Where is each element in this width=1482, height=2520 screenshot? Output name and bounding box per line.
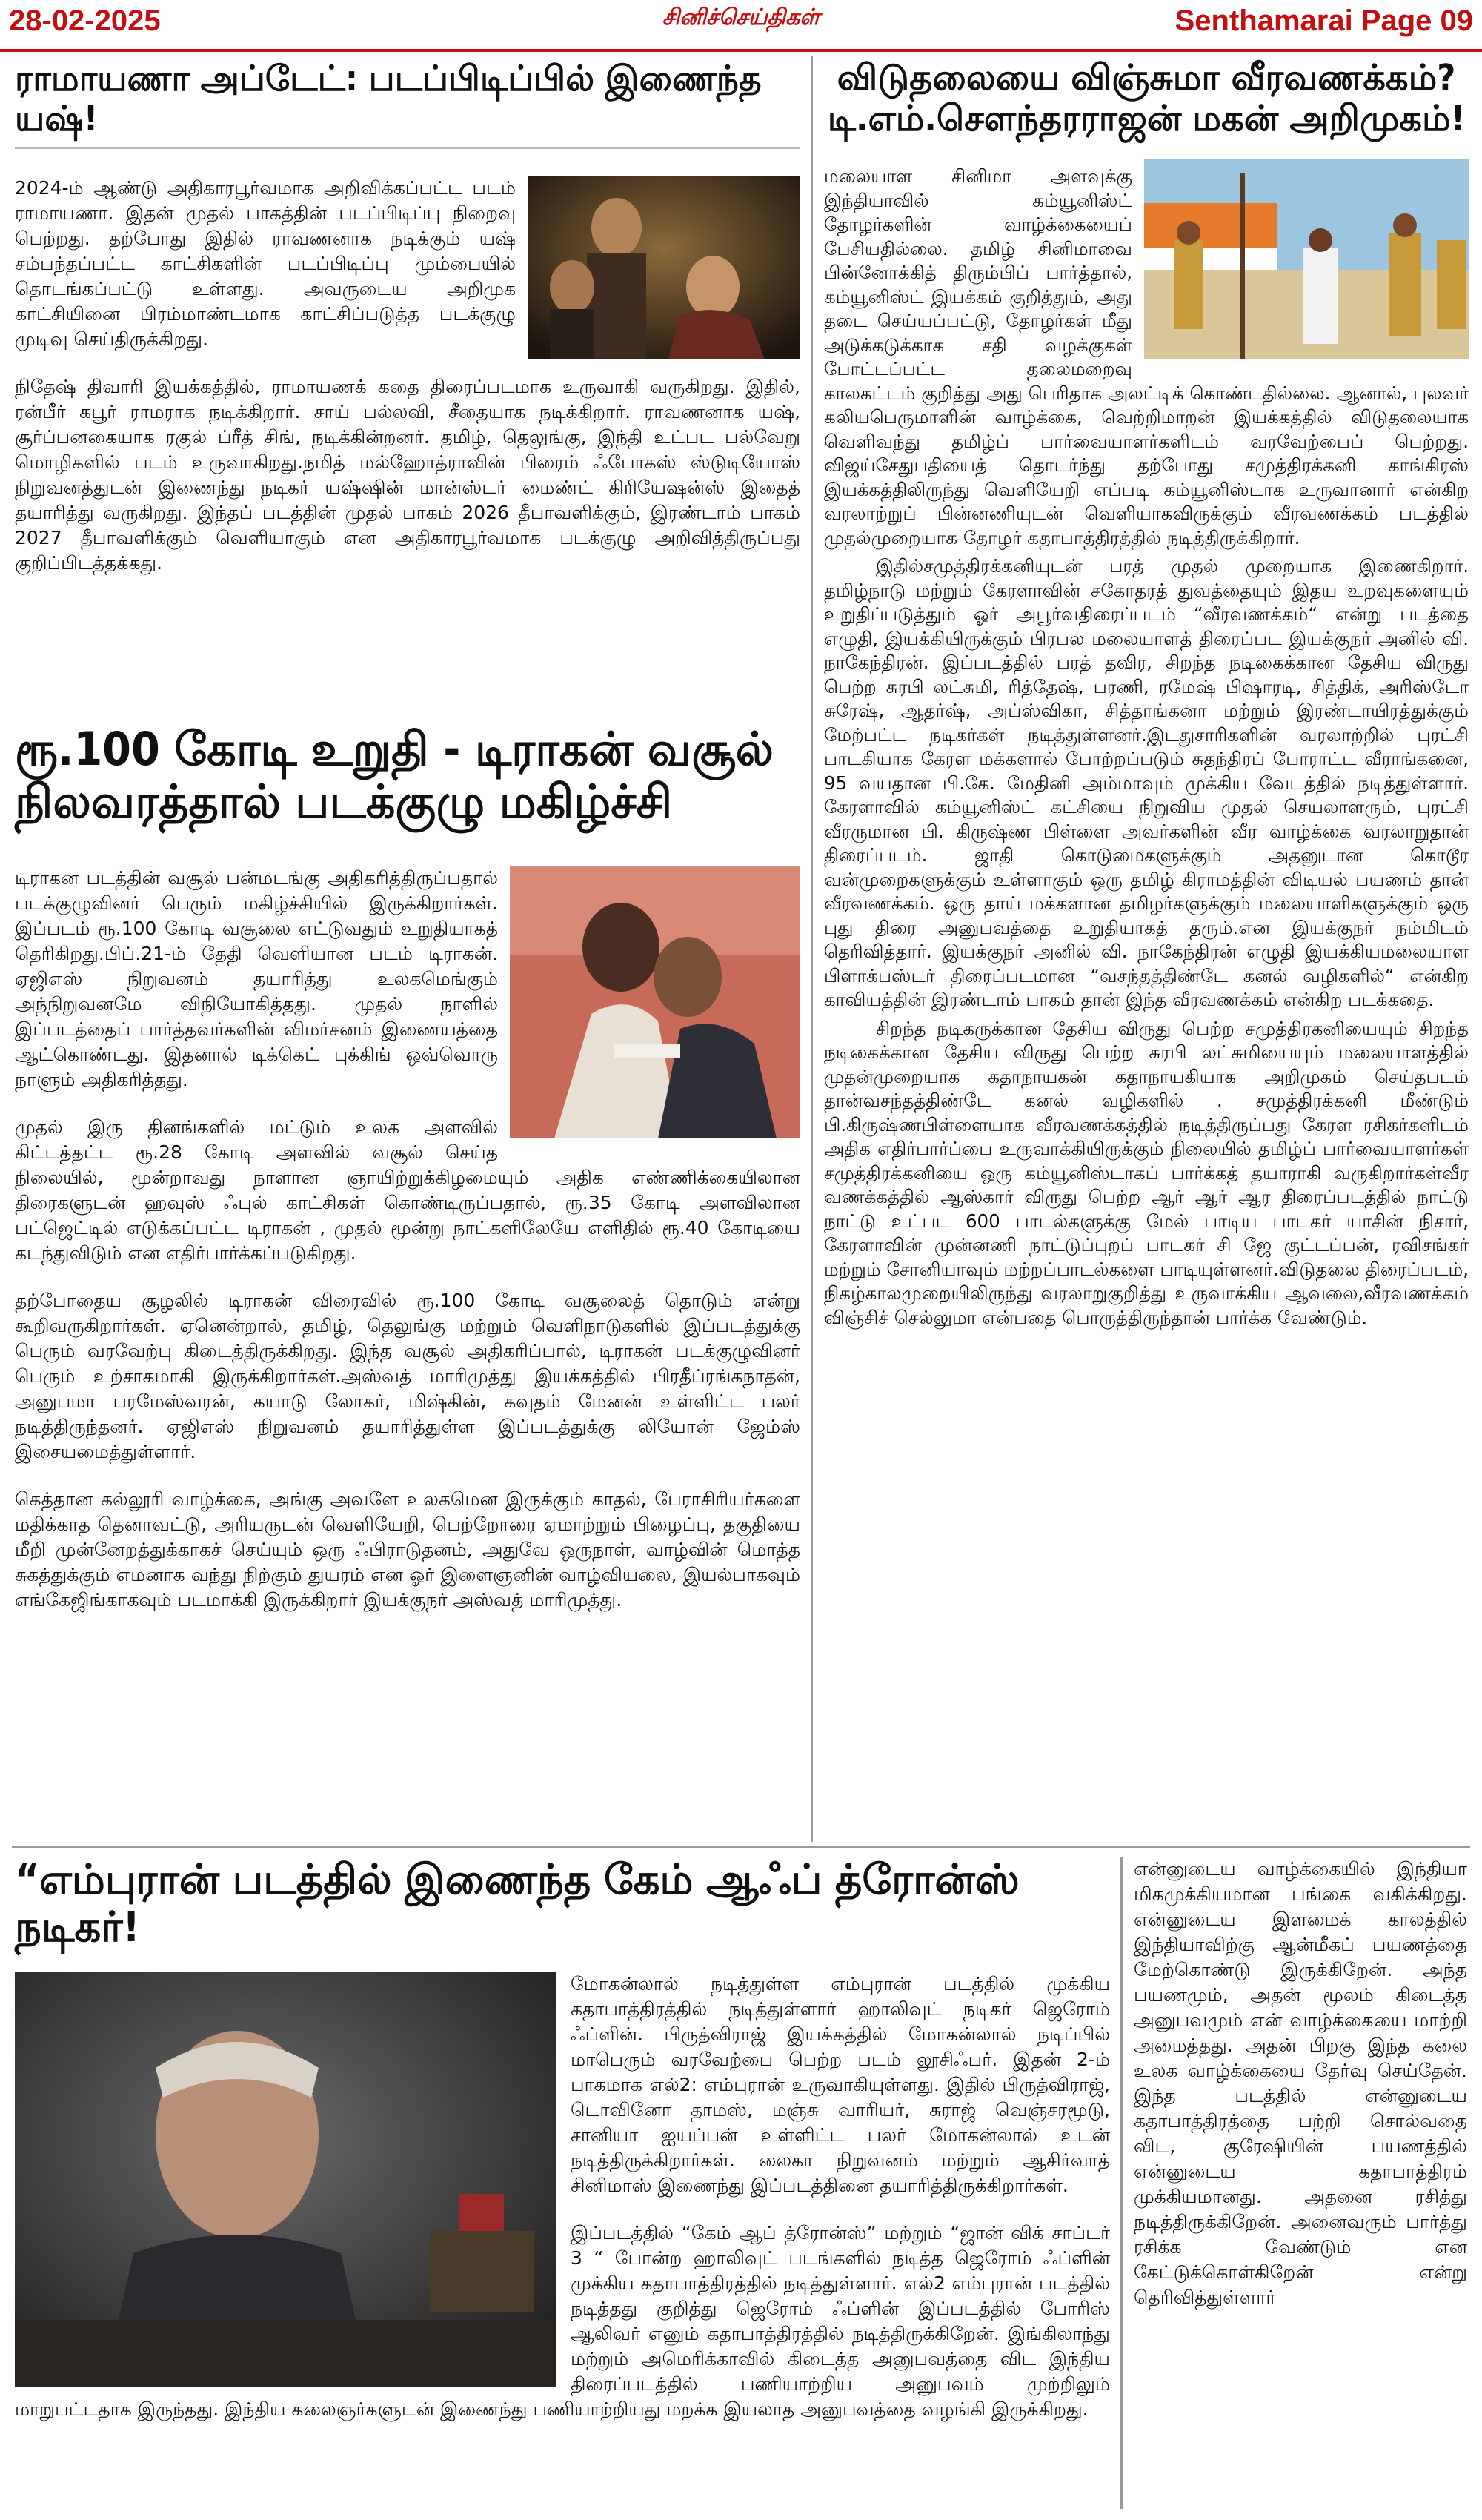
column-divider bbox=[811, 56, 813, 1842]
article-paragraph: டிராகன படத்தின் வசூல் பன்மடங்கு அதிகரித்திருப்பதால் படக்குழுவினர் பெரும் மகிழ்ச்சியில் இருக்கிறார்கள். இப்படம் ரூ.100 கோடி வசூலை எட்டுவதும் உறுதியாகத் தெரிகிறது.பிப்.21-ம் தேதி வெளியான படம் டிராகன். ஏஜிஎஸ் நிறுவனம் தயாரித்து உலகமெங்கும் அந்நிறுவனமே விநியோகித்தது. முதல் நாளில் இப்படத்தைப் பார்த்தவர்களின் விமர்சனம் இணையத்தை ஆட்கொண்டது. இதனால் டிக்கெட் புக்கிங் ஒவ்வொரு நாளும் அதிகரித்தது. bbox=[15, 866, 498, 1090]
headline-line-2: நிலவரத்தால் படக்குழு மகிழ்ச்சி bbox=[15, 775, 673, 829]
headline-line-1: விடுதலையை விஞ்சுமா வீரவணக்கம்? bbox=[837, 57, 1456, 99]
article-headline bbox=[824, 58, 1469, 139]
article-paragraph: கெத்தான கல்லூரி வாழ்க்கை, அங்கு அவளே உலகமென இருக்கும் காதல், பேராசிரியர்களை மதிக்காத தெனாவட்டு, அரியருடன் வெளியேறி, பெற்றோரை ஏமாற்றும் பிழைப்பு, தகுதியை மீறி முன்னேறத்துக்காகச் செய்யும் ஒரு ஃபிராடுதனம், அதுவே ஒருநாள், வாழ்வின் மொத்த சுகத்துக்கும் எமனாக வந்து நிற்கும் துயரம் என ஓர் இளைஞனின் வாழ்வியலை, இயல்பாகவும் எங்கேஜிங்காகவும் படமாக்கி இருக்கிறார் இயக்குநர் அஸ்வத் மாரிமுத்து. bbox=[15, 1488, 800, 1611]
article-body bbox=[15, 1972, 1110, 2422]
article-body bbox=[15, 866, 800, 1613]
section-divider bbox=[12, 1846, 1470, 1848]
headline-line-1: ரூ.100 கோடி உறுதி - டிராகன் வசூல் bbox=[15, 722, 774, 776]
article-dragon bbox=[15, 723, 800, 1635]
article-empuraan-continued: என்னுடைய வாழ்க்கையில் இந்தியா மிகமுக்கியமான பங்கை வகிக்கிறது. என்னுடைய இளமைக் காலத்தில் இந்தியாவிற்கு ஆன்மீகப் பயணத்தை மேற்கொண்டு இருக்கிறேன். அந்த பயணமும், அதன் மூலம் கிடைத்த அனுபவமும் என் வாழ்க்கையை மாற்றி அமைத்தது. அதன் பிறகு இந்த கலை உலக வாழ்க்கையை தேர்வு செய்தேன். இந்த படத்தில் என்னுடைய கதாபாத்திரத்தை பற்றி சொல்வதை விட, குரேஷியின் பயணத்தில் என்னுடைய கதாபாத்திரம் முக்கியமானது. அதனை ரசித்து நடித்திருக்கிறேன். அனைவரும் பார்த்து ரசிக்க வேண்டும் என கேட்டுக்கொள்கிறேன் என்று தெரிவித்துள்ளார் bbox=[1134, 1858, 1467, 2308]
article-paragraph: 2024-ம் ஆண்டு அதிகாரபூர்வமாக அறிவிக்கப்பட்ட படம் ராமாயணா. இதன் முதல் பாகத்தின் படப்பிடிப்பு நிறைவு பெற்றது. தற்போது இதில் ராவணனாக நடிக்கும் யஷ் சம்பந்தப்பட்ட காட்சிகளின் படப்பிடிப்பு மும்பையில் தொடங்கப்பட்டு உள்ளது. அவருடைய அறிமுக காட்சியினை பிரம்மாண்டமாக காட்சிப்படுத்த படக்குழு முடிவு செய்திருக்கிறது. bbox=[15, 177, 516, 351]
article-paragraph: தற்போதைய சூழலில் டிராகன் விரைவில் ரூ.100 கோடி வசூலைத் தொடும் என்று கூறிவருகிறார்கள். ஏனென்றால், தமிழ், தெலுங்கு மற்றும் வெளிநாடுகளில் இப்படத்துக்கு பெரும் வரவேற்பு கிடைத்திருக்கிறது. இந்த வசூல் அதிகரிப்பால், டிராகன் படக்குழுவினர் பெரும் உற்சாகமாகி இருக்கிறார்கள்.அஸ்வத் மாரிமுத்து இயக்கத்தில் பிரதீப்ரங்கநாதன், அனுபமா பரமேஸ்வரன், கயாடு லோகர், மிஷ்கின், கவுதம் மேனன் உள்ளிட்ட பலர் நடித்திருந்தனர். ஏஜிஎஸ் நிறுவனம் தயாரித்துள்ள இப்படத்துக்கு லியோன் ஜேம்ஸ் இசையமைத்துள்ளார். bbox=[15, 1289, 800, 1462]
article-headline: “எம்புரான் படத்தில் இணைந்த கேம் ஆஃப் த்ரோன்ஸ் நடிகர்! bbox=[15, 1856, 1020, 1952]
dragon-photo bbox=[510, 866, 800, 1138]
article-headline bbox=[15, 723, 800, 829]
article-paragraph: இப்படத்தில் “கேம் ஆப் த்ரோன்ஸ்” மற்றும் “ஜான் விக் சாப்டர் 3 “ போன்ற ஹாலிவுட் படங்களில் நடித்த ஜெரோம் ஃப்ளின் முக்கிய கதாபாத்திரத்தில் நடித்துள்ளார். எல்2 எம்புரான் படத்தில் நடித்தது குறித்து ஜெரோம் ஃப்ளின் இப்படத்தில் போரிஸ் ஆலிவர் எனும் கதாபாத்திரத்தில் நடித்திருக்கிறேன். இங்கிலாந்து மற்றும் அமெரிக்காவில் கிடைத்த அனுபவத்தை விட இந்திய திரைப்படத்தில் பணியாற்றிய அனுபவம் முற்றிலும் மாறுபட்டதாக இருந்தது. இந்திய கலைஞர்களுடன் இணைந்து பணியாற்றியது மறக்க இயலாத அனுபவத்தை வழங்கி இருக்கிறது. bbox=[15, 2221, 1110, 2420]
article-body bbox=[824, 165, 1469, 1330]
article-paragraph: நிதேஷ் திவாரி இயக்கத்தில், ராமாயணக் கதை திரைப்படமாக உருவாகி வருகிறது. இதில், ரன்பீர் கபூர் ராமராக நடிக்கிறார். சாய் பல்லவி, சீதையாக நடிக்கிறார். ராவணனாக யஷ், சூர்ப்பனகையாக ரகுல் ப்ரீத் சிங், நடிக்கின்றனர். தமிழ், தெலுங்கு, இந்தி உட்பட பல்வேறு மொழிகளில் படம் உருவாகிறது.நமித் மல்ஹோத்ராவின் பிரைம் ஃபோகஸ் ஸ்டுடியோஸ் நிறுவனத்துடன் இணைந்து நடிகர் யஷ்ஷின் மான்ஸ்டர் மைண்ட் கிரியேஷன்ஸ் இதைத் தயாரித்து வருகிறது. இந்தப் படத்தின் முதல் பாகம் 2026 தீபாவளிக்கும், இரண்டாம் பாகம் 2027 தீபாவளிக்கும் வெளியாகும் என அதிகாரபூர்வமாக படக்குழு அறிவித்திருப்பது குறிப்பிடத்தக்கது. bbox=[15, 376, 800, 574]
article-empuraan bbox=[15, 1857, 1110, 2444]
publication-page: Senthamarai Page 09 bbox=[1174, 4, 1473, 37]
article-paragraph: மோகன்லால் நடித்துள்ள எம்புரான் படத்தில் முக்கிய கதாபாத்திரத்தில் நடித்துள்ளார் ஹாலிவுட் நடிகர் ஜெரோம் ஃப்ளின். பிருத்விராஜ் இயக்கத்தில் மோகன்லால் நடிப்பில் மாபெரும் வரவேற்பை பெற்ற படம் லூசிஃபர். இதன் 2-ம் பாகமாக எல்2: எம்புரான் உருவாகியுள்ளது. இதில் பிருத்விராஜ், டொவினோ தாமஸ், மஞ்சு வாரியர், சுராஜ் வெஞ்சரமூடு, சானியா ஐயப்பன் உள்ளிட்ட பலர் மோகன்லால் உடன் நடித்திருக்கிறார்கள். லைகா நிறுவனம் மற்றும் ஆசிர்வாத் சினிமாஸ் இணைந்து இப்படத்தினை தயாரித்திருக்கிறார்கள். bbox=[571, 1972, 1110, 2196]
jerome-flynn-photo bbox=[15, 1972, 556, 2387]
page-header bbox=[0, 0, 1482, 52]
section-title: சினிச்செய்திகள் bbox=[662, 4, 820, 30]
article-veeravanakkam bbox=[824, 58, 1469, 1352]
article-body bbox=[15, 176, 800, 576]
article-paragraph: இதில்சமுத்திரக்கனியுடன் பரத் முதல் முறையாக இணைகிறார். தமிழ்நாடு மற்றும் கேரளாவின் சகோதரத் துவத்தையும் இதய உறவுகளையும் உறுதிப்படுத்தும் ஓர் அபூர்வதிரைப்படம் “வீரவணக்கம்“ என்று படத்தை எழுதி, இயக்கியிருக்கும் பிரபல மலையாளத் திரைப்பட இயக்குநர் அனில் வி. நாகேந்திரன். இப்படத்தில் பரத் தவிர, சிறந்த நடிகைக்கான தேசிய விருது பெற்ற சுரபி லட்சுமி, ரித்தேஷ், பரணி, ரமேஷ் பிஷாரடி, சித்திக், அரிஸ்டோ சுரேஷ், ஆதர்ஷ், அப்ஸ்விகா, சித்தாங்கனா மற்றும் இரண்டாயிரத்துக்கும் மேற்பட்ட நடிகர்கள் நடித்துள்ளனர்.இடதுசாரிகளின் வரலாற்றில் புரட்சி பாடகியாக கேரள மக்களால் போற்றப்படும் சுதந்திரப் போராட்ட வீராங்கனை, 95 வயதான பி.கே. மேதினி அம்மாவும் முக்கிய வேடத்தில் நடித்துள்ளார். கேரளாவில் கம்யூனிஸ்ட் கட்சியை நிறுவிய முதல் செயலாளரும், புரட்சி வீரருமான பி. கிருஷ்ண பிள்ளை அவர்களின் வீர வாழ்க்கை வரலாறுதான் திரைப்படம். ஜாதி கொடுமைகளுக்கும் அதனுடான கொடூர வன்முறைகளுக்கும் உள்ளாகும் ஒரு தமிழ் கிராமத்தின் விடியல் பயணம் தான் வீரவணக்கம். ஒரு தாய் மக்களான தமிழர்களுக்கும் மலையாளிகளுக்கும் ஒரு புது திரை அனுபவத்தை உறுதியாகத் தரும்.என இயக்குநர் நம்மிடம் தெரிவித்தார். இயக்குநர் அனில் வி. நாகேந்திரன் எழுதி இயக்கியமலையாள பிளாக்பஸ்டர் திரைப்படமான “வசந்தத்திண்டே கனல் வழிகளில்“ என்கிற காவியத்தின் இரண்டாம் பாகம் தான் இந்த வீரவணக்கம் என்கிற படக்கதை. bbox=[824, 555, 1469, 1011]
ramayana-photo bbox=[528, 176, 800, 359]
article-headline: ராமாயணா அப்டேட்: படப்பிடிப்பில் இணைந்த யஷ்! bbox=[15, 59, 800, 149]
article-paragraph: முதல் இரு தினங்களில் மட்டும் உலக அளவில் கிட்டத்தட்ட ரூ.28 கோடி அளவில் வசூல் செய்த நிலையில், மூன்றாவது நாளான ஞாயிற்றுக்கிழமையும் அதிக எண்ணிக்கையிலான திரைகளுடன் ஹவுஸ் ஃபுல் காட்சிகள் கொண்டிருப்பதால், ரூ.35 கோடி அளவிலான பட்ஜெட்டில் எடுக்கப்பட்ட டிராகன் , முதல் மூன்று நாட்களிலேயே எளிதில் ரூ.40 கோடியை கடந்துவிடும் என எதிர்பார்க்கப்படுகிறது. bbox=[15, 1115, 800, 1264]
headline-line-2: டி.எம்.சௌந்தரராஜன் மகன் அறிமுகம்! bbox=[827, 98, 1466, 140]
veeravanakkam-photo bbox=[1144, 159, 1469, 359]
issue-date: 28-02-2025 bbox=[9, 4, 161, 37]
article-paragraph: மலையாள சினிமா அளவுக்கு இந்தியாவில் கம்யூனிஸ்ட் தோழர்களின் வாழ்க்கையைப் பேசியதில்லை. தமிழ் சினிமாவை பின்னோக்கித் திரும்பிப் பார்த்தால், கம்யூனிஸ்ட் இயக்கம் குறித்தும், அது தடை செய்யப்பட்டு, தோழர்கள் மீது அடுக்கடுக்காக சதி வழக்குகள் போட்டப்பட்ட தலைமறைவு காலகட்டம் குறித்து அது பெரிதாக அலட்டிக் கொண்டதில்லை. ஆனால், புலவர் கலியபெருமாளின் வாழ்க்கை, வெற்றிமாறன் இயக்கத்தில் விடுதலையாக வெளிவந்து தமிழ்ப் பார்வையாளர்களிடம் வரவேற்பைப் பெற்றது. விஜய்சேதுபதியைத் தொடர்ந்து தற்போது சமுத்திரக்கனி காங்கிரஸ் இயக்கத்திலிருந்து வெளியேறி எப்படி கம்யூனிஸ்டாக உருவானார் என்கிற வரலாற்றுப் பின்னணியுடன் வெளியாகவிருக்கும் வீரவணக்கம் படத்தில் முதல்முறையாக தோழர் கதாபாத்திரத்தில் நடித்திருக்கிறார். bbox=[824, 165, 1469, 548]
column-divider-bottom bbox=[1120, 1857, 1123, 2509]
article-ramayana bbox=[15, 59, 800, 598]
article-paragraph: சிறந்த நடிகருக்கான தேசிய விருது பெற்ற சமுத்திரகனியையும் சிறந்த நடிகைக்கான தேசிய விருது பெற்ற சுரபி லட்சுமியையும் மலையாளத்தில் முதன்முறையாக கதாநாயகன் கதாநாயகியாக அறிமுகம் செய்தபடம் தான்வசந்தத்திண்டே கனல் வழிகளில் . சமுத்திரக்கனி மீண்டும் பி.கிருஷ்ணபிள்ளையாக வீரவணக்கத்தில் நடித்திருப்பது கேரள ரசிகர்களிடம் அதிக எதிர்பார்ப்பை உருவாக்கியிருக்கும் நிலையில் தமிழ்ப் பார்வையாளர்கள் சமுத்திரக்கனியை ஒரு கம்யூனிஸ்டாகப் பார்க்கத் தயாராகி வருகிறார்கள்வீர வணக்கத்தில் ஆஸ்கார் விருது பெற்ற ஆர் ஆர் ஆர திரைப்படத்தில் நாட்டு நாட்டு உட்பட 600 பாடல்களுக்கு மேல் பாடிய பாடகர் யாசின் நிசார், கேரளாவின் முன்னணி நாட்டுப்புறப் பாடகர் சி ஜே குட்டப்பன், ரவிசங்கர் மற்றும் சோனியாவும் மற்றப்பாடல்களை பாடியுள்ளனர்.விடுதலை திரைப்படம், நிகழ்காலமுறையிலிருந்து வரலாறுகுறித்து உருவாக்கிய ஆவலை,வீரவணக்கம் விஞ்சிச் செல்லுமா என்பதை பொருத்திருந்தான் பார்க்க வேண்டும். bbox=[824, 1017, 1469, 1328]
